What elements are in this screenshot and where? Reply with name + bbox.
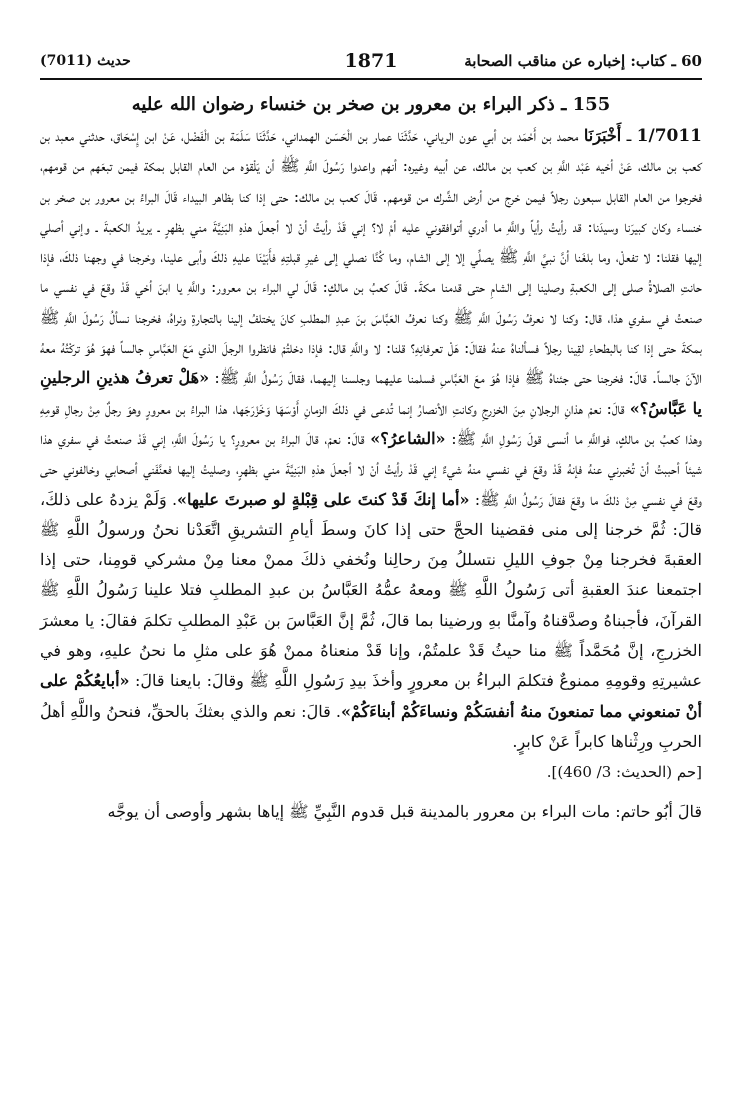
prophet-quote-4: «أبايعُكُمْ على أنْ تمنعوني مما تمنعونَ منهُ أنفسَكُمْ ونساءَكُمْ أبناءَكُمْ» — [40, 671, 703, 721]
hadith-text-part-4: . وَلَمْ يزدهُ على ذلكَ، قالَ: ثُمَّ خرجنا إلى منى فقضينا الحجَّ حتى إذا كانَ وسطَ أيامِ التشريقِ اتَّعَدْنا نحنُ ورسولُ اللَّهِ ﷺ العقبةَ فخرجنا مِنْ جوفِ الليلِ نتسللُ مِنَ رحالِنا ونُخفي ذلكَ ممنْ معنا مِنْ مشركي قومِنا، حتى إذا اجتمعنا عندَ العقبةِ أتى رَسُولُ اللَّهِ ﷺ ومعهُ عمُّهُ العَبَّاسُ بن عبدِ المطلبِ فتلا علينا رَسُولُ اللَّهِ ﷺ القرآنَ، فأجبناهُ وصدَّقناهُ وآمنَّا بهِ ورضينا بما قالَ، ثُمَّ إنَّ العَبَّاسَ بن عَبْدِ المطلبِ تكلمَ فقالَ: يا معشرَ الخزرجِ، إنَّ مُحَمَّداً ﷺ منا حيثُ قَدْ علمتُمْ، وإنا قَدْ منعناهُ ممنْ هُوَ على مثلِ ما نحنُ عليهِ، وهو في عشيرتِهِ وقومِهِ ممنوعٌ فتكلمَ البراءُ بن معرورٍ وأخذَ بيدِ رَسُولِ اللَّهِ ﷺ وقالَ: بايعنا قالَ: — [40, 489, 702, 691]
source-reference: [حم (الحديث: 3/ 460)]. — [546, 763, 702, 782]
hadith-text-part-2: قالَ: نعمْ هذانِ الرجلانِ مِنَ الخزرجِ وكانتِ الأنصارُ إنما تُدعى في ذلكَ الزمانِ أَوْسَهَا وَخَزْرَجَها، هذا البراءُ بن معرورٍ وهوَ رجلٌ مِنْ رجالِ قومِهِ وهذا كعبُ بن مالكٍ، فواللَّهِ ما أنسى قولَ رَسُولِ اللَّهِ ﷺ: — [40, 398, 703, 448]
prophet-quote-2: «الشاعرُ؟» — [370, 428, 446, 448]
hadith-text-part-5: . قالَ: نعم والذي بعثكَ بالحقِّ، فنحنُ واللَّهِ أهلُ الحربِ ورِثْناها كابراً عَنْ كابرٍ. — [40, 701, 702, 751]
commentary-note: قالَ أبُو حاتم: مات البراء بن معرور بالمدينة قبل قدوم النَّبِيِّ ﷺ إياها بشهر وأوصى أن يوجَّه — [107, 802, 702, 822]
chapter-label: 60 ـ كتاب: إخباره عن مناقب الصحابة — [464, 52, 702, 70]
hadith-number: 1/7011 — [636, 126, 703, 146]
hadith-text-part-1: محمد بن أَحْمَد بن أبي عون الرياني، حَدَّثَنَا عمار بن الْحَسَن الهمداني، حَدَّثَنَا سَلَمَة بن الْفَضْل، عَنْ ابن إِسْحَاق، حدثني معبد بن كعب بن مالك، عَنْ أخيه عَبْد اللَّهِ بن كعب بن مالك، عن أبيه وغيره: أنهم واعدوا رَسُولَ اللَّهِ ﷺ أن يَلْقوْه من العام القابل بمكة فيمن تبعَهم من قومهم، فخرجوا من العام القابل سبعون رجلاً فيمن خرج من أرض الشِّرك من قومهم. قَالَ كعب بن مالك: حتى إذا كنا بظاهر البيداء قَالَ البراءُ بن معرور بن صخر بن خنساء وكان كبيرَنا وسيدَنا: قد رأيتُ رأياً واللَّهِ ما أدري أتوافقوني عليه أمْ لا؟ إني قَدْ رأيتُ أنْ لا أجعلَ هذهِ البَنِيَّةَ مني بظهرٍ ـ يريدُ الكعبةَ ـ وإني أصلي إليها فقلنا: لا تفعلْ، وما بلغَنا أنَّ نبيَّ اللَّهِ ﷺ يصلِّي إلا إلى الشام، وما كُنَّا نصلي إلى غيرِ قبلتِهِ فأَبَيْنَا عليهِ ذلكَ وأبى علينا، وخرجنا في وجهنا ذلكَ، فإذا حانتِ الصلاةُ صلى إلى الكعبةِ وصلينا إلى الشامِ حتى قدمنا مكةَ. قَالَ كعبُ بن مالكٍ: قَالَ لي البراء بن معرور: واللَّهِ يا ابنَ أخي قَدْ وقعَ في نفسي ما صنعتُ في سفري هذا، قال: وكنا لا نعرفُ رَسُولَ اللَّهِ ﷺ وكنا نعرفُ العَبَّاسَ بنَ عبدِ المطلبِ كانَ يختلفُ إلينا بالتجارةِ ونراهُ، فخرجنا نسألُ رَسُولَ اللَّهِ ﷺ بمكةَ حتى إذا كنا بالبطحاءِ لقِينا رجلاً فسألناهُ عنهُ فقالَ: هَلْ تعرفانِهِ؟ قلنا: لا واللَّهِ قال: فإذا دخلتُمْ فانظروا الرجلَ الذي مَعَ العَبَّاسِ جالساً فهوَ هُوَ تركْتُهُ معهُ الآنَ جالساً. قالَ: فخرجنا حتى جئناهُ ﷺ فإذا هُوَ معَ العَبَّاسِ فسلمنا عليهما وجلسنا إليهما، فقالَ رَسُولُ اللَّهِ ﷺ: — [40, 126, 703, 388]
page-number: 1871 — [344, 50, 398, 72]
hadith-paragraph — [40, 121, 702, 757]
section-title: 155 ـ ذكر البراء بن معرور بن صخر بن خنساء رضوان الله عليه — [131, 94, 611, 115]
hadith-dash: ـ — [621, 126, 637, 145]
hadith-label: حديث (7011) — [39, 53, 131, 69]
prophet-quote-3: «أما إنكَ قَدْ كنتَ على قِبْلةٍ لو صبرتَ عليها» — [177, 489, 470, 509]
running-header — [40, 44, 702, 80]
prophet-quote-1: «هَلْ تعرفُ هذينِ الرجلينِ يا عَبَّاسُ؟» — [40, 368, 702, 418]
hadith-text-part-3: قالَ: نعمْ، قالَ البراءُ بن معرورٍ؟ يا رَسُولَ اللَّهِ، إني قَدْ صنعتُ في سفري هذا شيئاً أحببتُ أنْ تُخبرني عنهُ فإنهُ قَدْ وقعَ في نفسي منهُ شيءٌ إني قَدْ رأيتُ أنْ لا أجعلَ هذهِ البَنِيَّةَ مني بظهرٍ، وصليتُ إليها فعنَّفَني أصحابي وخالفوني حتى وقعَ في نفسي مِنْ ذلكَ ما وقعَ فقالَ رَسُولُ اللَّهِ ﷺ: — [40, 428, 702, 509]
hadith-opening-word: أَخْبَرَنَا — [583, 126, 622, 145]
